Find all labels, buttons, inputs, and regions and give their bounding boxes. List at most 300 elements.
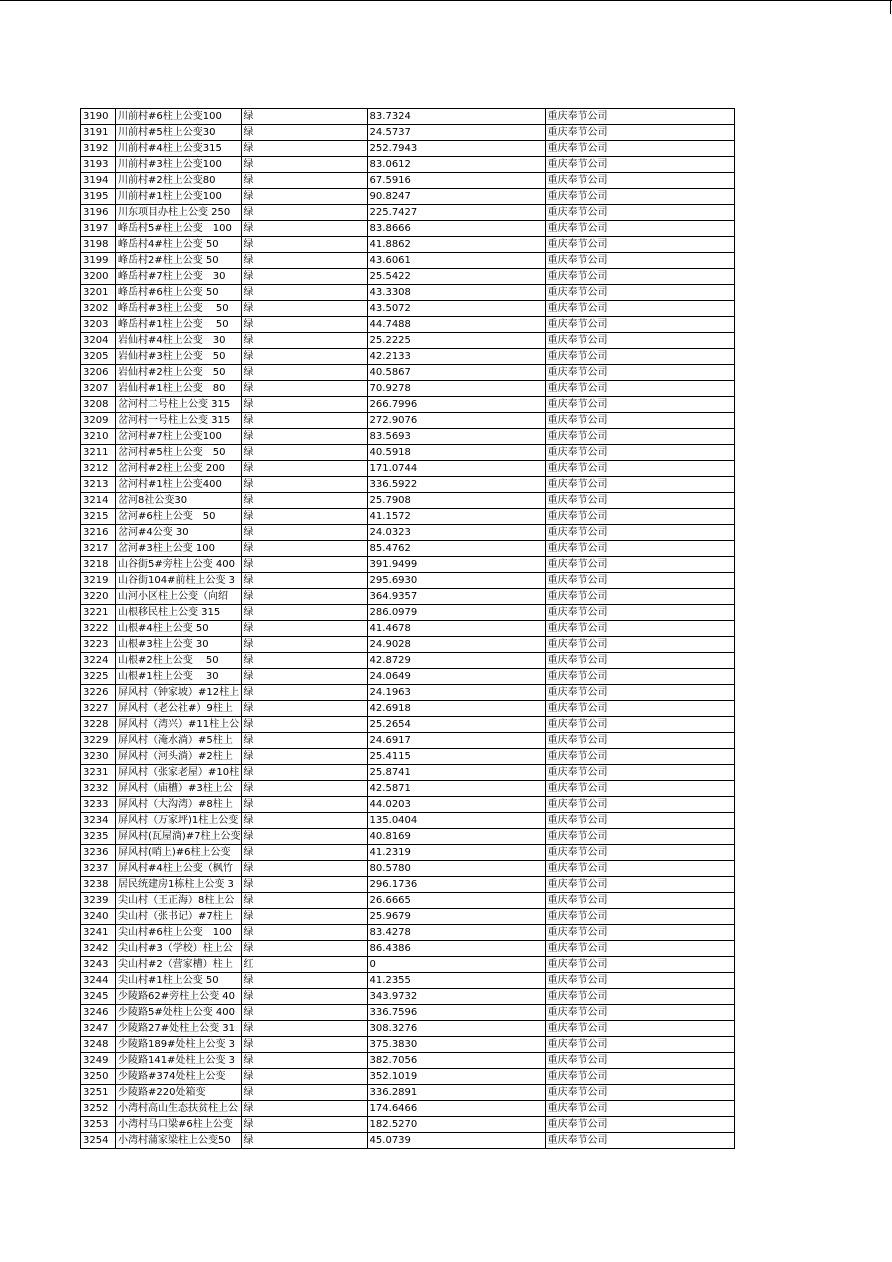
transformer-name-cell: 屏风村(哨上)#6柱上公变 (116, 845, 242, 861)
row-number-cell: 3239 (81, 893, 116, 909)
transformer-name-cell: 屏风村(瓦屋淌)#7柱上公变 (116, 829, 242, 845)
table-row (81, 461, 735, 477)
status-color-cell: 绿 (241, 1085, 367, 1101)
company-name-cell: 重庆奉节公司 (545, 813, 734, 829)
transformer-name-cell: 屏风村#4柱上公变（枫竹 (116, 861, 242, 877)
status-color-cell: 绿 (241, 317, 367, 333)
load-value-cell: 252.7943 (367, 141, 545, 157)
transformer-name-cell: 川前村#3柱上公变100 (116, 157, 242, 173)
transformer-name-cell: 川前村#2柱上公变80 (116, 173, 242, 189)
row-number-cell: 3213 (81, 477, 116, 493)
table-row (81, 493, 735, 509)
status-color-cell: 绿 (241, 893, 367, 909)
row-number-cell: 3223 (81, 637, 116, 653)
load-value-cell: 24.9028 (367, 637, 545, 653)
row-number-cell: 3195 (81, 189, 116, 205)
load-value-cell: 25.8741 (367, 765, 545, 781)
transformer-name-cell: 川前村#1柱上公变100 (116, 189, 242, 205)
company-name-cell: 重庆奉节公司 (545, 125, 734, 141)
load-value-cell: 83.7324 (367, 109, 545, 125)
load-value-cell: 42.8729 (367, 653, 545, 669)
table-row (81, 845, 735, 861)
status-color-cell: 绿 (241, 621, 367, 637)
load-value-cell: 25.9679 (367, 909, 545, 925)
company-name-cell: 重庆奉节公司 (545, 285, 734, 301)
row-number-cell: 3242 (81, 941, 116, 957)
transformer-name-cell: 尖山村#3（学校）柱上公 (116, 941, 242, 957)
row-number-cell: 3219 (81, 573, 116, 589)
transformer-name-cell: 屏风村（庙槽）#3柱上公 (116, 781, 242, 797)
row-number-cell: 3246 (81, 1005, 116, 1021)
load-value-cell: 90.8247 (367, 189, 545, 205)
company-name-cell: 重庆奉节公司 (545, 909, 734, 925)
load-value-cell: 391.9499 (367, 557, 545, 573)
load-value-cell: 83.4278 (367, 925, 545, 941)
load-value-cell: 343.9732 (367, 989, 545, 1005)
company-name-cell: 重庆奉节公司 (545, 109, 734, 125)
status-color-cell: 绿 (241, 173, 367, 189)
company-name-cell: 重庆奉节公司 (545, 973, 734, 989)
table-row (81, 621, 735, 637)
company-name-cell: 重庆奉节公司 (545, 301, 734, 317)
table-row (81, 189, 735, 205)
company-name-cell: 重庆奉节公司 (545, 397, 734, 413)
table-row (81, 237, 735, 253)
load-value-cell: 40.5918 (367, 445, 545, 461)
company-name-cell: 重庆奉节公司 (545, 845, 734, 861)
table-row (81, 109, 735, 125)
transformer-name-cell: 少陵路#374处柱上公变 (116, 1069, 242, 1085)
status-color-cell: 绿 (241, 509, 367, 525)
status-color-cell: 绿 (241, 1005, 367, 1021)
transformer-name-cell: 尖山村#2（营家槽）柱上 (116, 957, 242, 973)
table-row (81, 349, 735, 365)
row-number-cell: 3234 (81, 813, 116, 829)
row-number-cell: 3211 (81, 445, 116, 461)
company-name-cell: 重庆奉节公司 (545, 1085, 734, 1101)
company-name-cell: 重庆奉节公司 (545, 893, 734, 909)
company-name-cell: 重庆奉节公司 (545, 365, 734, 381)
table-row (81, 1117, 735, 1133)
company-name-cell: 重庆奉节公司 (545, 349, 734, 365)
table-row (81, 733, 735, 749)
table-row (81, 365, 735, 381)
load-value-cell: 352.1019 (367, 1069, 545, 1085)
load-value-cell: 171.0744 (367, 461, 545, 477)
transformer-name-cell: 屏风村（湾兴）#11柱上公 (116, 717, 242, 733)
load-value-cell: 24.0323 (367, 525, 545, 541)
transformer-name-cell: 岩仙村#3柱上公变 50 (116, 349, 242, 365)
load-value-cell: 44.7488 (367, 317, 545, 333)
table-row (81, 205, 735, 221)
table-row (81, 381, 735, 397)
status-color-cell: 绿 (241, 397, 367, 413)
load-value-cell: 174.6466 (367, 1101, 545, 1117)
status-color-cell: 绿 (241, 365, 367, 381)
transformer-name-cell: 岔河村一号柱上公变 315 (116, 413, 242, 429)
table-row (81, 1037, 735, 1053)
company-name-cell: 重庆奉节公司 (545, 861, 734, 877)
transformer-name-cell: 山河小区柱上公变（向绍 (116, 589, 242, 605)
table-row (81, 333, 735, 349)
table-row (81, 909, 735, 925)
company-name-cell: 重庆奉节公司 (545, 429, 734, 445)
status-color-cell: 红 (241, 957, 367, 973)
company-name-cell: 重庆奉节公司 (545, 541, 734, 557)
status-color-cell: 绿 (241, 653, 367, 669)
status-color-cell: 绿 (241, 301, 367, 317)
row-number-cell: 3240 (81, 909, 116, 925)
status-color-cell: 绿 (241, 1101, 367, 1117)
company-name-cell: 重庆奉节公司 (545, 1101, 734, 1117)
company-name-cell: 重庆奉节公司 (545, 317, 734, 333)
transformer-name-cell: 少陵路189#处柱上公变 3 (116, 1037, 242, 1053)
status-color-cell: 绿 (241, 109, 367, 125)
transformer-name-cell: 少陵路62#旁柱上公变 40 (116, 989, 242, 1005)
company-name-cell: 重庆奉节公司 (545, 221, 734, 237)
status-color-cell: 绿 (241, 493, 367, 509)
table-row (81, 525, 735, 541)
row-number-cell: 3209 (81, 413, 116, 429)
row-number-cell: 3244 (81, 973, 116, 989)
table-row (81, 1053, 735, 1069)
transformer-name-cell: 岔河村#1柱上公变400 (116, 477, 242, 493)
table-row (81, 1021, 735, 1037)
company-name-cell: 重庆奉节公司 (545, 253, 734, 269)
load-value-cell: 40.8169 (367, 829, 545, 845)
transformer-name-cell: 岔河#6柱上公变 50 (116, 509, 242, 525)
company-name-cell: 重庆奉节公司 (545, 413, 734, 429)
transformer-name-cell: 峰岳村2#柱上公变 50 (116, 253, 242, 269)
transformer-name-cell: 屏风村（淹水淌）#5柱上 (116, 733, 242, 749)
transformer-name-cell: 山根移民柱上公变 315 (116, 605, 242, 621)
status-color-cell: 绿 (241, 541, 367, 557)
table-row (81, 685, 735, 701)
transformer-name-cell: 少陵路27#处柱上公变 31 (116, 1021, 242, 1037)
row-number-cell: 3224 (81, 653, 116, 669)
load-value-cell: 43.3308 (367, 285, 545, 301)
row-number-cell: 3248 (81, 1037, 116, 1053)
table-row (81, 1085, 735, 1101)
load-value-cell: 225.7427 (367, 205, 545, 221)
status-color-cell: 绿 (241, 477, 367, 493)
company-name-cell: 重庆奉节公司 (545, 605, 734, 621)
table-row (81, 397, 735, 413)
company-name-cell: 重庆奉节公司 (545, 157, 734, 173)
load-value-cell: 266.7996 (367, 397, 545, 413)
row-number-cell: 3237 (81, 861, 116, 877)
load-value-cell: 43.6061 (367, 253, 545, 269)
company-name-cell: 重庆奉节公司 (545, 381, 734, 397)
load-value-cell: 70.9278 (367, 381, 545, 397)
company-name-cell: 重庆奉节公司 (545, 717, 734, 733)
status-color-cell: 绿 (241, 205, 367, 221)
status-color-cell: 绿 (241, 445, 367, 461)
row-number-cell: 3251 (81, 1085, 116, 1101)
company-name-cell: 重庆奉节公司 (545, 1117, 734, 1133)
transformer-name-cell: 屏风村（大沟湾）#8柱上 (116, 797, 242, 813)
status-color-cell: 绿 (241, 221, 367, 237)
row-number-cell: 3241 (81, 925, 116, 941)
load-value-cell: 26.6665 (367, 893, 545, 909)
table-row (81, 557, 735, 573)
row-number-cell: 3207 (81, 381, 116, 397)
load-value-cell: 336.2891 (367, 1085, 545, 1101)
table-row (81, 1005, 735, 1021)
company-name-cell: 重庆奉节公司 (545, 669, 734, 685)
table-row (81, 157, 735, 173)
row-number-cell: 3206 (81, 365, 116, 381)
row-number-cell: 3208 (81, 397, 116, 413)
transformer-name-cell: 屏风村（老公社#）9柱上 (116, 701, 242, 717)
table-row (81, 749, 735, 765)
row-number-cell: 3204 (81, 333, 116, 349)
transformer-name-cell: 岩仙村#2柱上公变 50 (116, 365, 242, 381)
table-row (81, 541, 735, 557)
transformer-name-cell: 岔河8社公变30 (116, 493, 242, 509)
load-value-cell: 24.0649 (367, 669, 545, 685)
transformer-name-cell: 峰岳村5#柱上公变 100 (116, 221, 242, 237)
company-name-cell: 重庆奉节公司 (545, 781, 734, 797)
transformer-name-cell: 峰岳村#7柱上公变 30 (116, 269, 242, 285)
row-number-cell: 3220 (81, 589, 116, 605)
row-number-cell: 3252 (81, 1101, 116, 1117)
table-row (81, 141, 735, 157)
transformer-name-cell: 岔河村#7柱上公变100 (116, 429, 242, 445)
load-value-cell: 41.1572 (367, 509, 545, 525)
table-row (81, 989, 735, 1005)
status-color-cell: 绿 (241, 349, 367, 365)
company-name-cell: 重庆奉节公司 (545, 733, 734, 749)
table-row (81, 781, 735, 797)
status-color-cell: 绿 (241, 685, 367, 701)
table-row (81, 941, 735, 957)
table-row (81, 957, 735, 973)
load-value-cell: 24.5737 (367, 125, 545, 141)
transformer-name-cell: 少陵路141#处柱上公变 3 (116, 1053, 242, 1069)
page-right-border (890, 0, 891, 14)
company-name-cell: 重庆奉节公司 (545, 797, 734, 813)
transformer-name-cell: 山根#4柱上公变 50 (116, 621, 242, 637)
row-number-cell: 3218 (81, 557, 116, 573)
table-row (81, 429, 735, 445)
load-value-cell: 272.9076 (367, 413, 545, 429)
load-value-cell: 80.5780 (367, 861, 545, 877)
transformer-name-cell: 山根#1柱上公变 30 (116, 669, 242, 685)
row-number-cell: 3222 (81, 621, 116, 637)
table-row (81, 701, 735, 717)
status-color-cell: 绿 (241, 637, 367, 653)
transformer-name-cell: 川东项目办柱上公变 250 (116, 205, 242, 221)
status-color-cell: 绿 (241, 749, 367, 765)
load-value-cell: 382.7056 (367, 1053, 545, 1069)
load-value-cell: 25.5422 (367, 269, 545, 285)
table-row (81, 973, 735, 989)
status-color-cell: 绿 (241, 733, 367, 749)
load-value-cell: 286.0979 (367, 605, 545, 621)
table-row (81, 285, 735, 301)
table-row (81, 477, 735, 493)
transformer-name-cell: 峰岳村#6柱上公变 50 (116, 285, 242, 301)
table-row (81, 589, 735, 605)
status-color-cell: 绿 (241, 717, 367, 733)
status-color-cell: 绿 (241, 797, 367, 813)
table-row (81, 1069, 735, 1085)
status-color-cell: 绿 (241, 333, 367, 349)
row-number-cell: 3228 (81, 717, 116, 733)
row-number-cell: 3217 (81, 541, 116, 557)
row-number-cell: 3199 (81, 253, 116, 269)
transformer-name-cell: 川前村#4柱上公变315 (116, 141, 242, 157)
company-name-cell: 重庆奉节公司 (545, 637, 734, 653)
company-name-cell: 重庆奉节公司 (545, 477, 734, 493)
table-row (81, 829, 735, 845)
company-name-cell: 重庆奉节公司 (545, 701, 734, 717)
load-value-cell: 44.0203 (367, 797, 545, 813)
company-name-cell: 重庆奉节公司 (545, 189, 734, 205)
row-number-cell: 3200 (81, 269, 116, 285)
transformer-name-cell: 山谷街5#旁柱上公变 400 (116, 557, 242, 573)
row-number-cell: 3202 (81, 301, 116, 317)
row-number-cell: 3250 (81, 1069, 116, 1085)
status-color-cell: 绿 (241, 589, 367, 605)
table-row (81, 221, 735, 237)
table-row (81, 925, 735, 941)
load-value-cell: 364.9357 (367, 589, 545, 605)
load-value-cell: 41.2319 (367, 845, 545, 861)
transformer-name-cell: 岔河村二号柱上公变 315 (116, 397, 242, 413)
status-color-cell: 绿 (241, 1117, 367, 1133)
table-row (81, 877, 735, 893)
company-name-cell: 重庆奉节公司 (545, 141, 734, 157)
table-row (81, 413, 735, 429)
load-value-cell: 41.4678 (367, 621, 545, 637)
company-name-cell: 重庆奉节公司 (545, 493, 734, 509)
load-value-cell: 25.2654 (367, 717, 545, 733)
company-name-cell: 重庆奉节公司 (545, 621, 734, 637)
row-number-cell: 3193 (81, 157, 116, 173)
transformer-name-cell: 岩仙村#1柱上公变 80 (116, 381, 242, 397)
status-color-cell: 绿 (241, 781, 367, 797)
row-number-cell: 3214 (81, 493, 116, 509)
company-name-cell: 重庆奉节公司 (545, 749, 734, 765)
table-row (81, 1101, 735, 1117)
company-name-cell: 重庆奉节公司 (545, 989, 734, 1005)
row-number-cell: 3198 (81, 237, 116, 253)
status-color-cell: 绿 (241, 381, 367, 397)
transformer-name-cell: 屏风村（万家坪)1柱上公变 (116, 813, 242, 829)
company-name-cell: 重庆奉节公司 (545, 877, 734, 893)
row-number-cell: 3253 (81, 1117, 116, 1133)
table-row (81, 717, 735, 733)
load-value-cell: 336.5922 (367, 477, 545, 493)
transformer-name-cell: 川前村#6柱上公变100 (116, 109, 242, 125)
table-row (81, 669, 735, 685)
row-number-cell: 3201 (81, 285, 116, 301)
status-color-cell: 绿 (241, 237, 367, 253)
company-name-cell: 重庆奉节公司 (545, 941, 734, 957)
row-number-cell: 3243 (81, 957, 116, 973)
transformer-name-cell: 岔河#4公变 30 (116, 525, 242, 541)
status-color-cell: 绿 (241, 413, 367, 429)
table-body (81, 109, 735, 1149)
row-number-cell: 3210 (81, 429, 116, 445)
row-number-cell: 3232 (81, 781, 116, 797)
load-value-cell: 24.1963 (367, 685, 545, 701)
load-value-cell: 86.4386 (367, 941, 545, 957)
transformer-name-cell: 居民统建房1栋柱上公变 3 (116, 877, 242, 893)
company-name-cell: 重庆奉节公司 (545, 957, 734, 973)
company-name-cell: 重庆奉节公司 (545, 1037, 734, 1053)
row-number-cell: 3216 (81, 525, 116, 541)
row-number-cell: 3226 (81, 685, 116, 701)
company-name-cell: 重庆奉节公司 (545, 237, 734, 253)
company-name-cell: 重庆奉节公司 (545, 269, 734, 285)
transformer-name-cell: 山谷街104#前柱上公变 3 (116, 573, 242, 589)
table-row (81, 1133, 735, 1149)
load-value-cell: 41.8862 (367, 237, 545, 253)
transformer-name-cell: 少陵路#220处箱变 (116, 1085, 242, 1101)
row-number-cell: 3231 (81, 765, 116, 781)
company-name-cell: 重庆奉节公司 (545, 1021, 734, 1037)
load-value-cell: 42.6918 (367, 701, 545, 717)
load-value-cell: 296.1736 (367, 877, 545, 893)
company-name-cell: 重庆奉节公司 (545, 1069, 734, 1085)
table-row (81, 813, 735, 829)
status-color-cell: 绿 (241, 525, 367, 541)
row-number-cell: 3254 (81, 1133, 116, 1149)
table-row (81, 797, 735, 813)
load-value-cell: 83.5693 (367, 429, 545, 445)
status-color-cell: 绿 (241, 189, 367, 205)
row-number-cell: 3190 (81, 109, 116, 125)
company-name-cell: 重庆奉节公司 (545, 829, 734, 845)
company-name-cell: 重庆奉节公司 (545, 173, 734, 189)
row-number-cell: 3215 (81, 509, 116, 525)
row-number-cell: 3221 (81, 605, 116, 621)
load-value-cell: 25.4115 (367, 749, 545, 765)
load-value-cell: 25.7908 (367, 493, 545, 509)
table-row (81, 301, 735, 317)
status-color-cell: 绿 (241, 941, 367, 957)
row-number-cell: 3192 (81, 141, 116, 157)
status-color-cell: 绿 (241, 429, 367, 445)
status-color-cell: 绿 (241, 605, 367, 621)
table-row (81, 317, 735, 333)
status-color-cell: 绿 (241, 701, 367, 717)
load-value-cell: 43.5072 (367, 301, 545, 317)
row-number-cell: 3197 (81, 221, 116, 237)
status-color-cell: 绿 (241, 813, 367, 829)
table-row (81, 653, 735, 669)
status-color-cell: 绿 (241, 1021, 367, 1037)
transformer-name-cell: 尖山村（王正海）8柱上公 (116, 893, 242, 909)
row-number-cell: 3227 (81, 701, 116, 717)
row-number-cell: 3229 (81, 733, 116, 749)
status-color-cell: 绿 (241, 125, 367, 141)
transformer-name-cell: 尖山村#1柱上公变 50 (116, 973, 242, 989)
load-value-cell: 135.0404 (367, 813, 545, 829)
row-number-cell: 3245 (81, 989, 116, 1005)
status-color-cell: 绿 (241, 573, 367, 589)
row-number-cell: 3238 (81, 877, 116, 893)
company-name-cell: 重庆奉节公司 (545, 461, 734, 477)
company-name-cell: 重庆奉节公司 (545, 1133, 734, 1149)
company-name-cell: 重庆奉节公司 (545, 685, 734, 701)
transformer-name-cell: 屏风村（钟家坡）#12柱上 (116, 685, 242, 701)
row-number-cell: 3249 (81, 1053, 116, 1069)
load-value-cell: 83.0612 (367, 157, 545, 173)
